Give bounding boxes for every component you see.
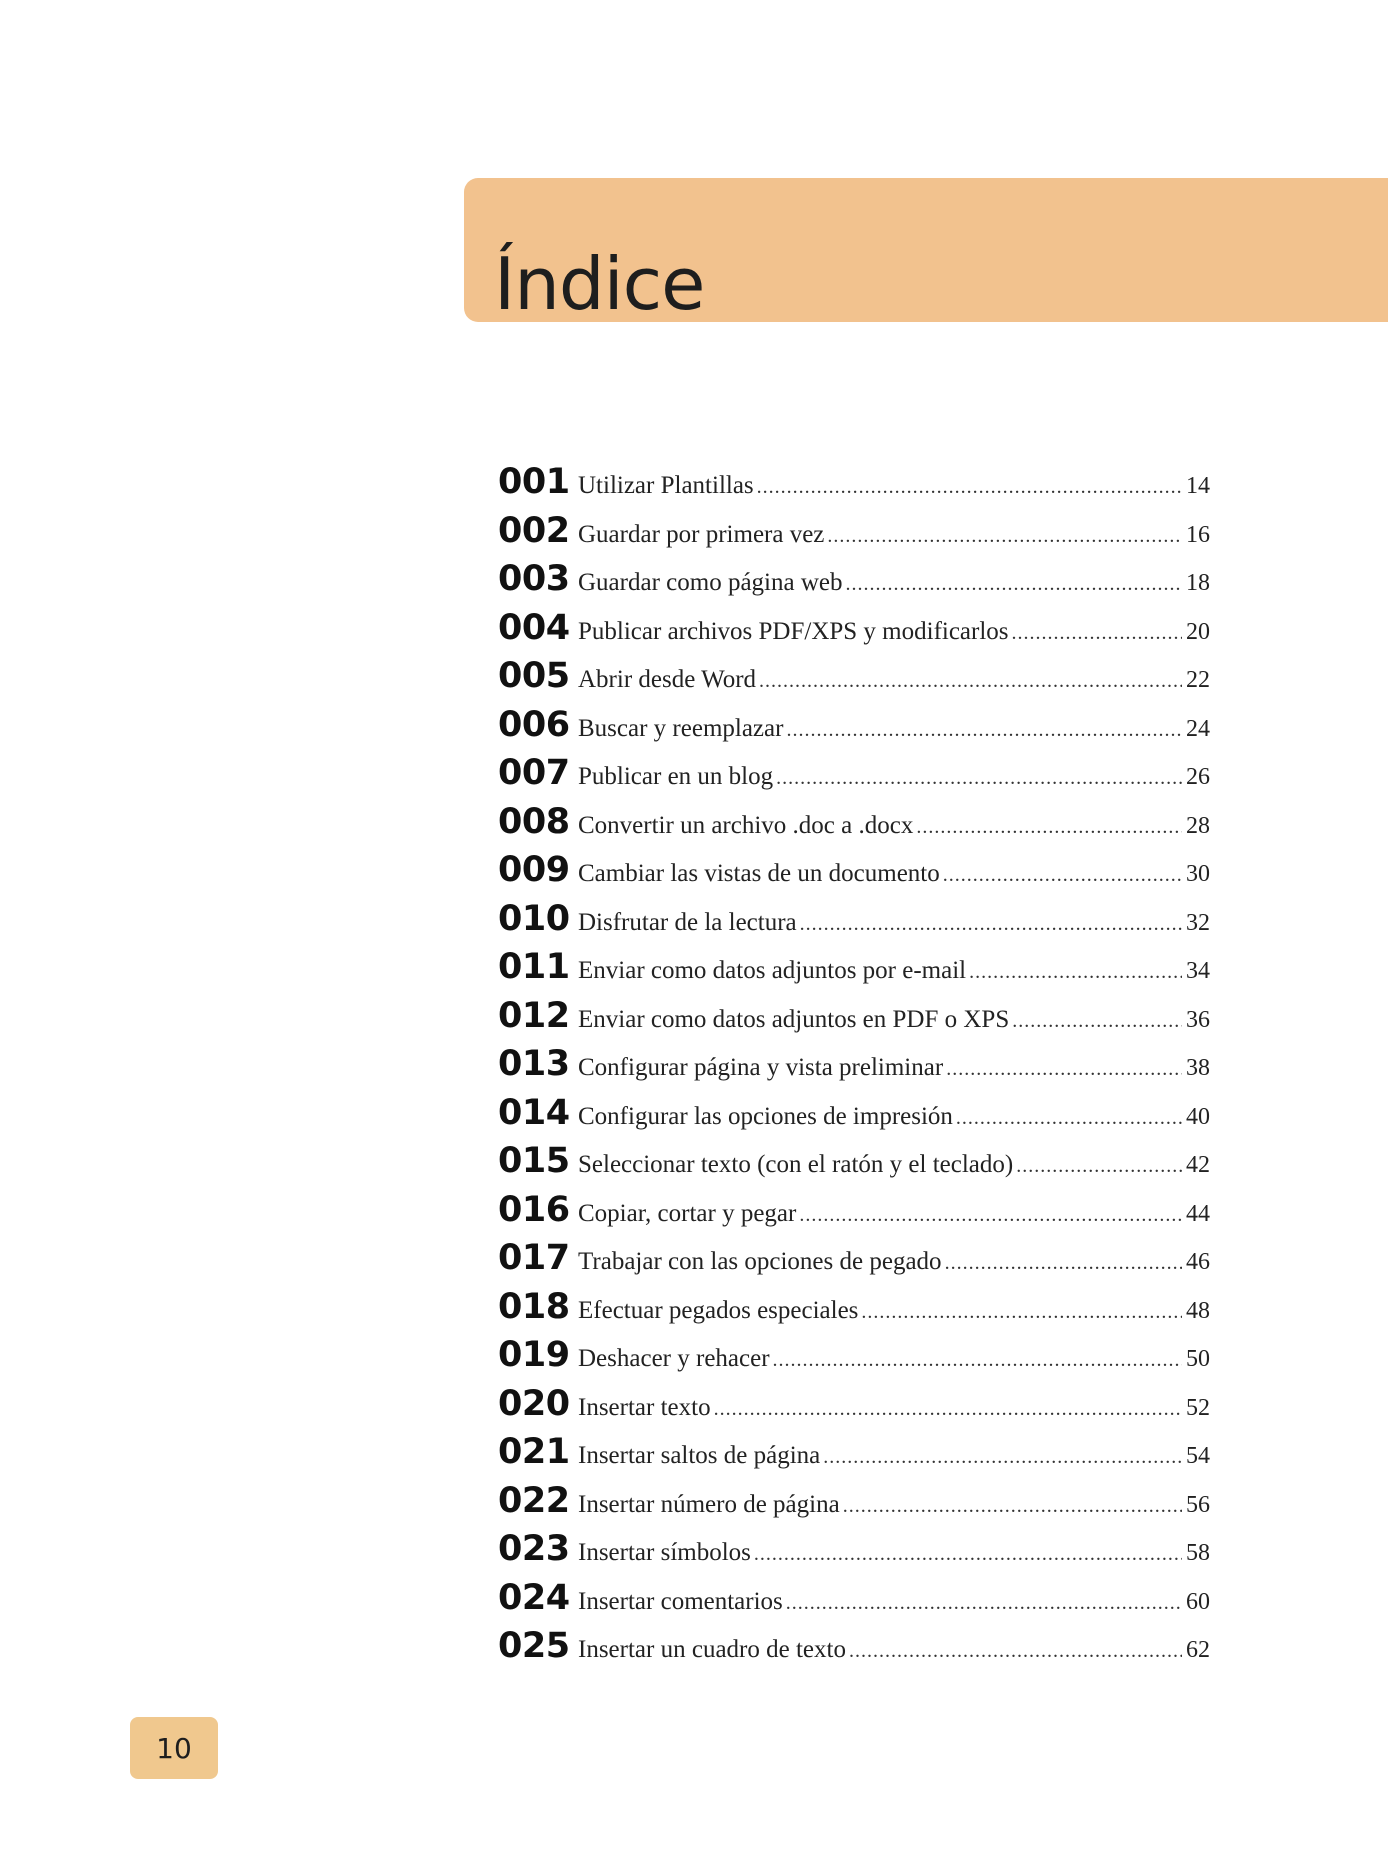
toc-entry[interactable] bbox=[498, 1190, 1210, 1239]
toc-entry[interactable] bbox=[498, 1044, 1210, 1093]
toc-entry[interactable] bbox=[498, 1578, 1210, 1627]
toc-entry-number: 025 bbox=[498, 1626, 570, 1666]
toc-entry-number: 021 bbox=[498, 1432, 570, 1472]
toc-entry-title: Insertar un cuadro de texto bbox=[578, 1636, 846, 1663]
toc-entry-number: 005 bbox=[498, 656, 570, 696]
toc-entry-number: 014 bbox=[498, 1092, 570, 1133]
toc-dot-leader bbox=[759, 670, 1182, 693]
toc-entry[interactable] bbox=[498, 511, 1210, 560]
toc-entry-title: Abrir desde Word bbox=[578, 666, 757, 693]
toc-entry[interactable] bbox=[498, 899, 1210, 948]
toc-entry-number: 001 bbox=[498, 462, 570, 502]
toc-entry-page: 42 bbox=[1186, 1152, 1210, 1178]
toc-entry-page: 58 bbox=[1186, 1540, 1210, 1566]
toc-dot-leader bbox=[776, 767, 1182, 790]
toc-entry-page: 62 bbox=[1186, 1637, 1210, 1663]
toc-entry-page: 26 bbox=[1186, 764, 1210, 790]
toc-entry-number: 023 bbox=[498, 1529, 570, 1569]
toc-entry-title: Insertar texto bbox=[578, 1393, 711, 1421]
toc-entry[interactable] bbox=[498, 705, 1210, 754]
toc-dot-leader bbox=[1012, 622, 1182, 645]
toc-entry-title: Guardar por primera vez bbox=[578, 520, 825, 548]
header-band bbox=[464, 178, 1388, 326]
toc-entry-page: 54 bbox=[1186, 1443, 1210, 1469]
toc-entry-title: Buscar y reemplazar bbox=[578, 714, 784, 742]
toc-dot-leader bbox=[800, 913, 1182, 936]
toc-entry-page: 44 bbox=[1186, 1200, 1210, 1227]
toc-entry[interactable] bbox=[498, 1481, 1210, 1530]
toc-dot-leader bbox=[754, 1543, 1182, 1566]
toc-entry[interactable] bbox=[498, 1384, 1210, 1433]
table-of-contents bbox=[498, 462, 1210, 1675]
toc-entry[interactable] bbox=[498, 1093, 1210, 1142]
toc-entry-number: 024 bbox=[498, 1577, 570, 1618]
toc-entry-title: Enviar como datos adjuntos por e-mail bbox=[578, 957, 967, 984]
toc-entry-page: 24 bbox=[1186, 715, 1210, 742]
toc-entry-page: 34 bbox=[1186, 958, 1210, 984]
toc-entry-number: 016 bbox=[498, 1189, 570, 1230]
toc-entry[interactable] bbox=[498, 559, 1210, 608]
toc-dot-leader bbox=[773, 1349, 1182, 1372]
toc-entry-title: Configurar página y vista preliminar bbox=[578, 1054, 944, 1081]
toc-entry[interactable] bbox=[498, 996, 1210, 1045]
toc-dot-leader bbox=[945, 1252, 1182, 1275]
toc-entry-title: Configurar las opciones de impresión bbox=[578, 1102, 953, 1130]
toc-entry-number: 012 bbox=[498, 995, 570, 1036]
toc-entry[interactable] bbox=[498, 1141, 1210, 1190]
toc-dot-leader bbox=[946, 1058, 1182, 1081]
page-number-badge bbox=[130, 1717, 218, 1779]
toc-dot-leader bbox=[1012, 1010, 1182, 1033]
toc-entry-title: Publicar archivos PDF/XPS y modificarlos bbox=[578, 617, 1009, 645]
toc-entry-page: 48 bbox=[1186, 1297, 1210, 1324]
toc-entry-number: 022 bbox=[498, 1480, 570, 1521]
toc-dot-leader bbox=[845, 573, 1182, 596]
toc-entry[interactable] bbox=[498, 462, 1210, 511]
toc-entry-number: 019 bbox=[498, 1335, 570, 1375]
toc-entry-number: 007 bbox=[498, 753, 570, 793]
toc-entry-title: Cambiar las vistas de un documento bbox=[578, 860, 940, 887]
toc-entry[interactable] bbox=[498, 1335, 1210, 1384]
toc-entry-number: 018 bbox=[498, 1286, 570, 1327]
toc-dot-leader bbox=[799, 1204, 1182, 1227]
toc-entry-title: Deshacer y rehacer bbox=[578, 1345, 770, 1372]
toc-entry-page: 40 bbox=[1186, 1103, 1210, 1130]
toc-entry[interactable] bbox=[498, 850, 1210, 899]
toc-entry-title: Disfrutar de la lectura bbox=[578, 908, 797, 936]
toc-dot-leader bbox=[1016, 1155, 1182, 1178]
toc-entry-number: 003 bbox=[498, 559, 570, 599]
toc-entry-number: 013 bbox=[498, 1044, 570, 1084]
toc-entry-title: Insertar símbolos bbox=[578, 1539, 751, 1566]
toc-entry-page: 28 bbox=[1186, 812, 1210, 839]
toc-entry-number: 004 bbox=[498, 607, 570, 648]
page-title: Índice bbox=[494, 242, 705, 326]
toc-entry-number: 006 bbox=[498, 704, 570, 745]
toc-entry-title: Insertar número de página bbox=[578, 1490, 840, 1518]
toc-entry-title: Publicar en un blog bbox=[578, 763, 774, 790]
toc-entry-title: Enviar como datos adjuntos en PDF o XPS bbox=[578, 1005, 1010, 1033]
toc-dot-leader bbox=[943, 864, 1182, 887]
toc-entry-page: 30 bbox=[1186, 861, 1210, 887]
toc-entry[interactable] bbox=[498, 1626, 1210, 1675]
toc-entry-page: 18 bbox=[1186, 570, 1210, 596]
toc-entry-title: Efectuar pegados especiales bbox=[578, 1296, 859, 1324]
toc-dot-leader bbox=[969, 961, 1182, 984]
toc-dot-leader bbox=[714, 1398, 1182, 1421]
toc-entry[interactable] bbox=[498, 608, 1210, 657]
toc-entry-page: 14 bbox=[1186, 473, 1210, 499]
toc-entry-page: 22 bbox=[1186, 667, 1210, 693]
toc-dot-leader bbox=[786, 719, 1182, 742]
toc-entry-page: 50 bbox=[1186, 1346, 1210, 1372]
toc-entry-number: 010 bbox=[498, 898, 570, 939]
toc-entry[interactable] bbox=[498, 753, 1210, 802]
toc-entry-title: Guardar como página web bbox=[578, 569, 843, 596]
toc-entry-number: 017 bbox=[498, 1238, 570, 1278]
toc-dot-leader bbox=[956, 1107, 1182, 1130]
toc-entry-page: 60 bbox=[1186, 1588, 1210, 1615]
toc-dot-leader bbox=[823, 1446, 1182, 1469]
toc-entry-number: 008 bbox=[498, 801, 570, 842]
toc-entry-page: 38 bbox=[1186, 1055, 1210, 1081]
toc-entry-page: 16 bbox=[1186, 521, 1210, 548]
toc-entry-number: 002 bbox=[498, 510, 570, 551]
toc-entry[interactable] bbox=[498, 1432, 1210, 1481]
toc-entry-title: Copiar, cortar y pegar bbox=[578, 1199, 797, 1227]
toc-entry[interactable] bbox=[498, 656, 1210, 705]
toc-entry-title: Seleccionar texto (con el ratón y el teclado) bbox=[578, 1151, 1014, 1178]
toc-dot-leader bbox=[757, 476, 1182, 499]
page-number: 10 bbox=[156, 1731, 192, 1765]
toc-entry-title: Utilizar Plantillas bbox=[578, 472, 754, 499]
toc-entry[interactable] bbox=[498, 1287, 1210, 1336]
toc-entry-title: Convertir un archivo .doc a .docx bbox=[578, 811, 914, 839]
toc-entry-page: 32 bbox=[1186, 909, 1210, 936]
toc-entry[interactable] bbox=[498, 1529, 1210, 1578]
toc-entry-number: 011 bbox=[498, 947, 570, 987]
toc-entry[interactable] bbox=[498, 1238, 1210, 1287]
toc-entry[interactable] bbox=[498, 802, 1210, 851]
toc-entry-title: Insertar comentarios bbox=[578, 1587, 783, 1615]
toc-dot-leader bbox=[827, 525, 1182, 548]
toc-dot-leader bbox=[786, 1592, 1182, 1615]
toc-dot-leader bbox=[843, 1495, 1182, 1518]
toc-dot-leader bbox=[916, 816, 1182, 839]
toc-entry-page: 56 bbox=[1186, 1491, 1210, 1518]
toc-entry[interactable] bbox=[498, 947, 1210, 996]
toc-entry-number: 020 bbox=[498, 1383, 570, 1424]
toc-dot-leader bbox=[849, 1640, 1182, 1663]
toc-entry-number: 015 bbox=[498, 1141, 570, 1181]
toc-entry-number: 009 bbox=[498, 850, 570, 890]
toc-entry-page: 46 bbox=[1186, 1249, 1210, 1275]
toc-entry-page: 20 bbox=[1186, 618, 1210, 645]
toc-entry-title: Trabajar con las opciones de pegado bbox=[578, 1248, 942, 1275]
toc-entry-page: 52 bbox=[1186, 1394, 1210, 1421]
toc-entry-title: Insertar saltos de página bbox=[578, 1442, 821, 1469]
toc-entry-page: 36 bbox=[1186, 1006, 1210, 1033]
toc-dot-leader bbox=[861, 1301, 1182, 1324]
